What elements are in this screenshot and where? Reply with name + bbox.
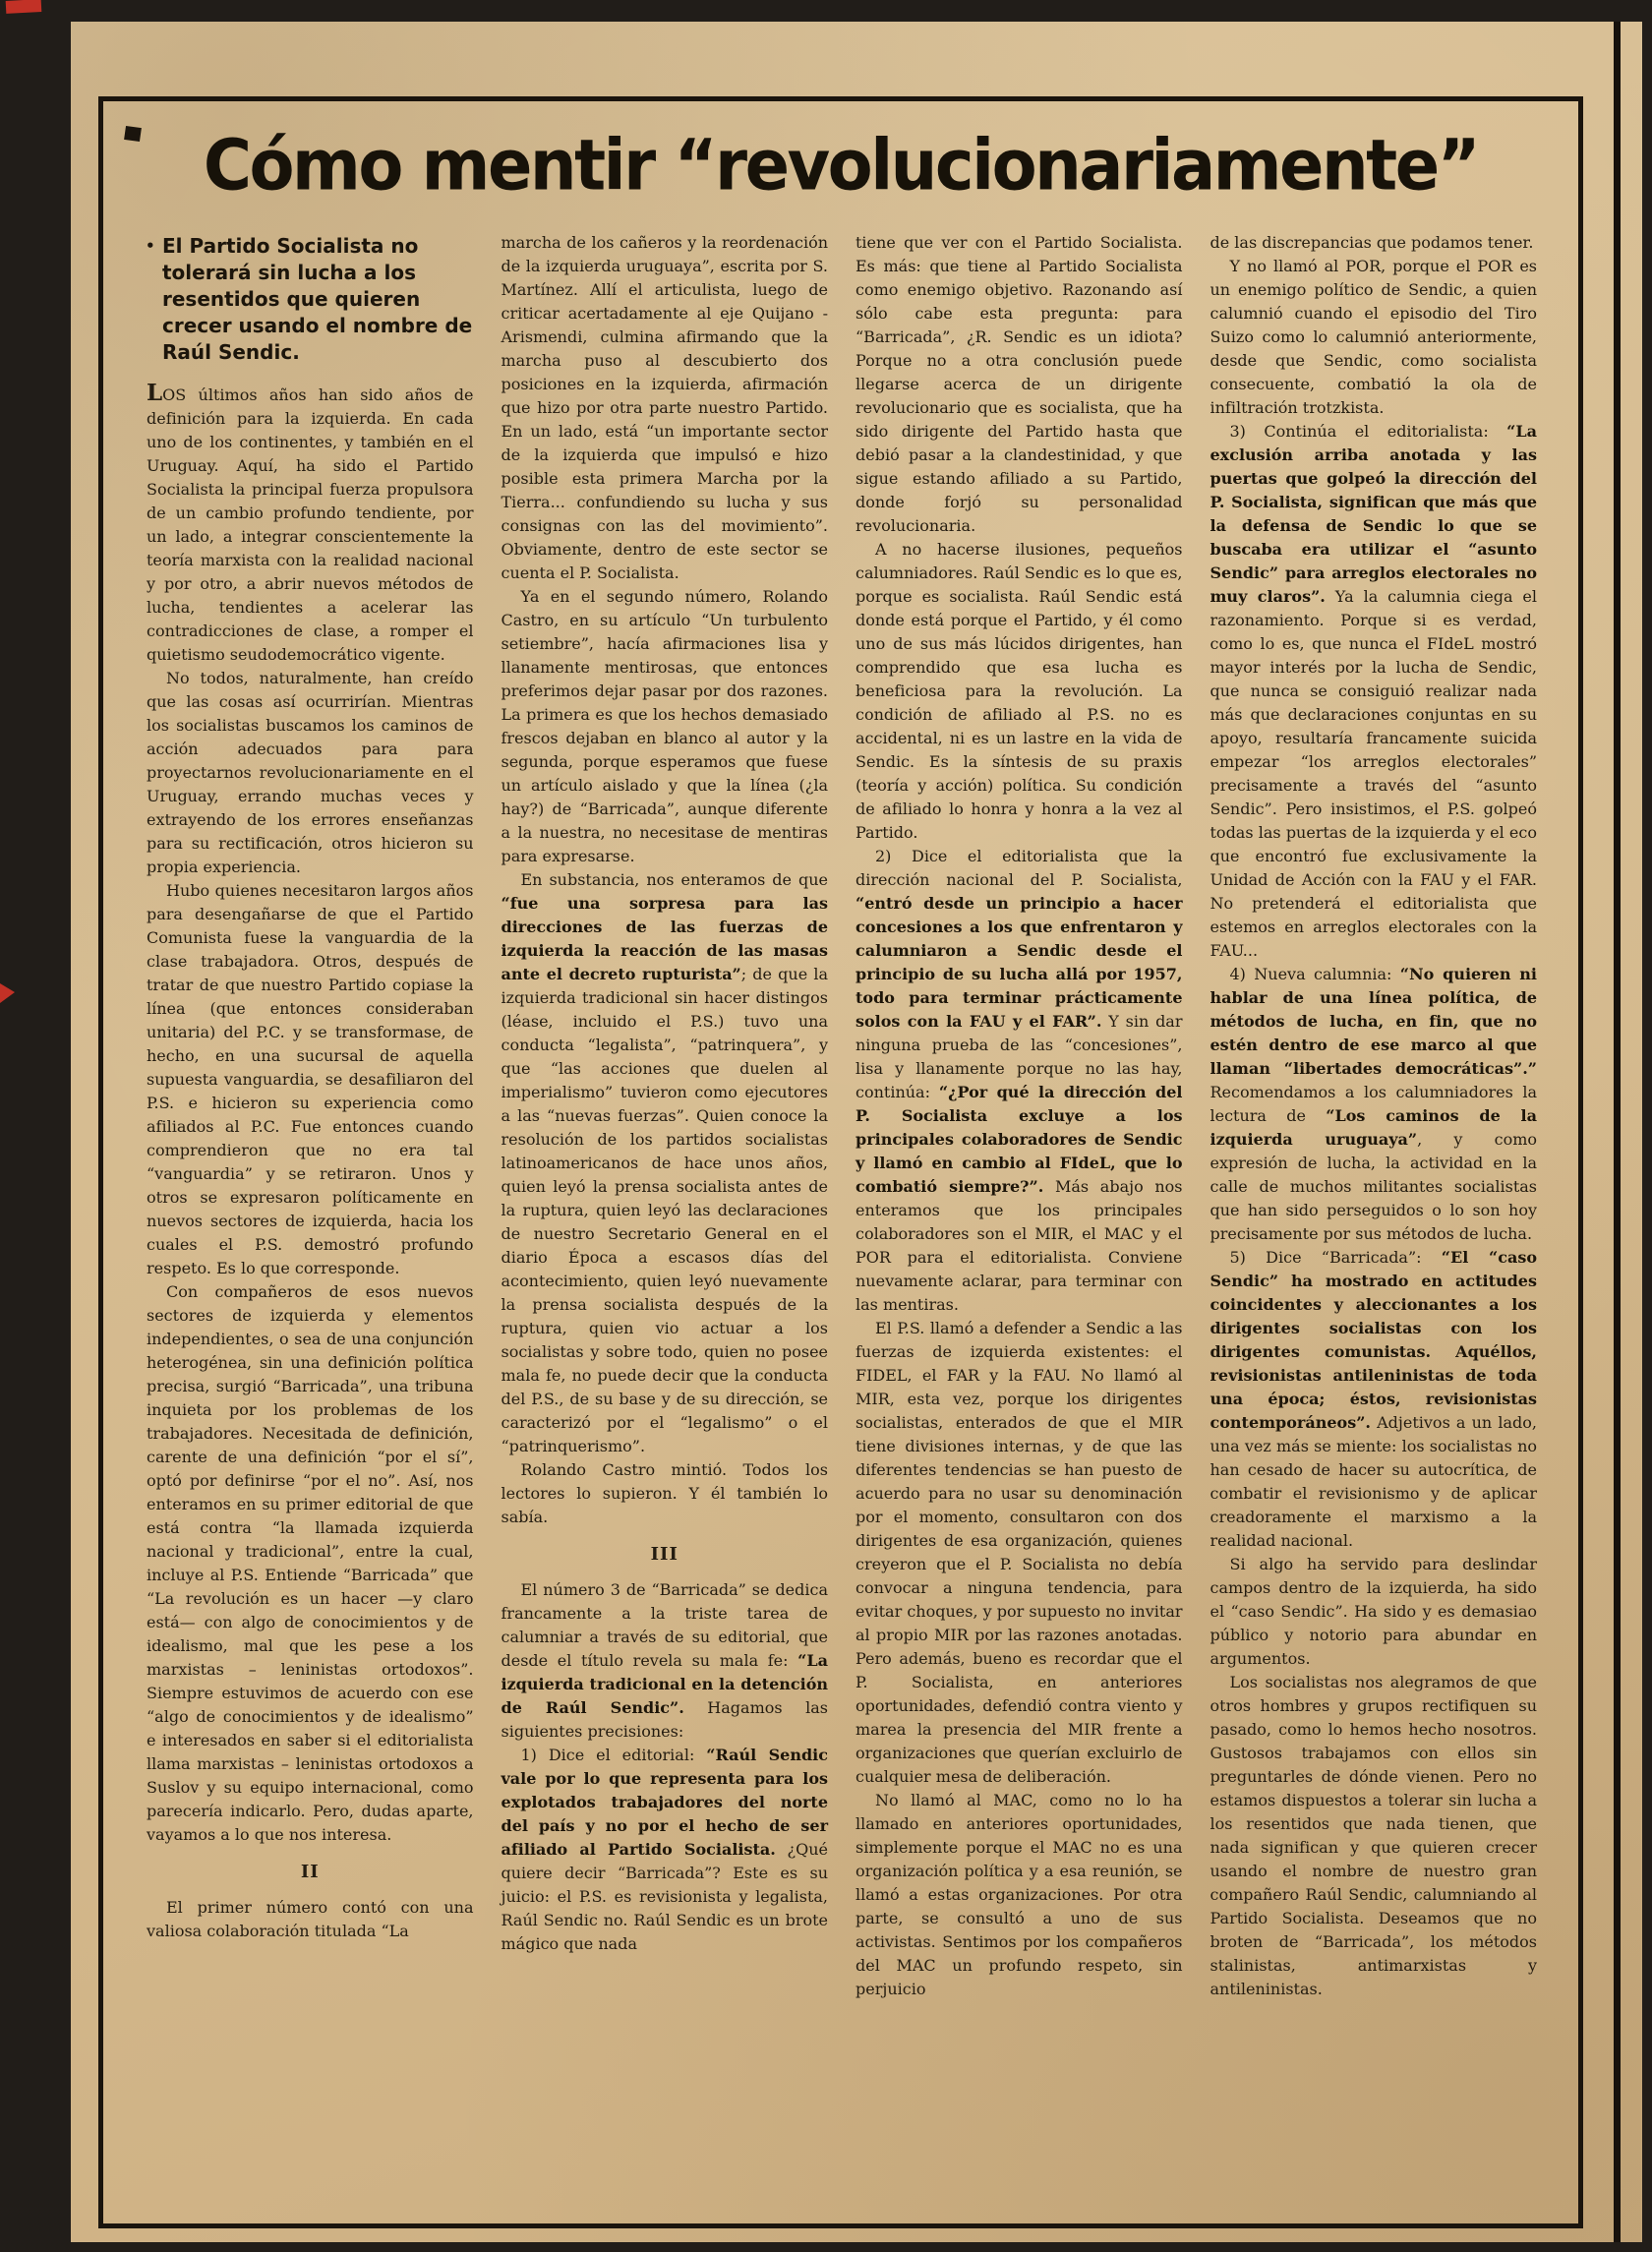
article-paragraph: Y no llamó al POR, porque el POR es un enemigo político de Sendic, a quien calumnió cuando el episodio del Tiro Suizo como lo calumnió anteriormente, desde que Sendic, como socialista consecuente, combatió la ola de infiltración trotzkista. [1210, 257, 1537, 417]
newspaper-page [71, 22, 1642, 2242]
article-headline: Cómo mentir “revolucionariamente” [203, 124, 1479, 207]
article-paragraph: Con compañeros de esos nuevos sectores de izquierda y elementos independientes, o sea de una conjunción heterogénea, sin una definición política precisa, surgió “Barricada”, una tribuna inquieta por los problemas de los trabajadores. Necesitada de definición, carente de una definición “por el sí”, optó por definirse “por el no”. Así, nos enteramos en su primer editorial de que está contra “la llamada izquierda nacional y tradicional”, entre la cual, incluye al P.S. Entiende “Barricada” que “La revolución es un hacer —y claro está— con algo de conocimientos y de idealismo, mal que les pese a los marxistas – leninistas ortodoxos”. Siempre estuvimos de acuerdo con ese “algo de conocimientos y de idealismo” e interesados en saber si el editorialista llama marxistas – leninistas ortodoxos a Suslov y su equipo internacional, como parecería indicarlo. Pero, dudas aparte, vayamos a lo que nos interesa. [147, 1282, 474, 1844]
article-column-1 [147, 231, 474, 2001]
article-paragraph: de las discrepancias que podamos tener. [1210, 233, 1534, 252]
article-column-2 [502, 231, 829, 2001]
article-frame [98, 96, 1583, 2228]
article-columns [103, 209, 1578, 2025]
red-mark-top [6, 0, 42, 14]
article-paragraph: 2) Dice el editorialista que la dirección nacional del P. Socialista, “entró desde un principio a hacer concesiones a los que enfrentaron y calumniaron a Sendic desde el principio de su lucha allá por 1957, todo para terminar prácticamente solos con la FAU y el FAR”. Y sin dar ninguna prueba de las “concesiones”, lisa y llanamente porque no las hay, continúa: “¿Por qué la dirección del P. Socialista excluye a los principales colaboradores de Sendic y llamó en cambio al FIdeL, que lo combatió siempre?”. Más abajo nos enteramos que los principales colaboradores son el MIR, el MAC y el POR para el editorialista. Conviene nuevamente aclarar, para terminar con las mentiras. [856, 847, 1183, 1314]
article-lead: • El Partido Socialista no tolerará sin lucha a los resentidos que quieren crecer usando el nombre de Raúl Sendic. [162, 233, 474, 366]
article-paragraph: Rolando Castro mintió. Todos los lectores lo supieron. Y él también lo sabía. [501, 1460, 828, 1526]
article-paragraph: tiene que ver con el Partido Socialista. Es más: que tiene al Partido Socialista como enemigo objetivo. Razonando así sólo cabe esta pregunta: para “Barricada”, ¿R. Sendic es un idiota? Porque no a otra conclusión puede llegarse acerca de un dirigente revolucionario que es socialista, que ha sido dirigente del Partido hasta que debió pasar a la clandestinidad, y que sigue estando afiliado a su Partido, donde forjó su personalidad revolucionaria. [856, 233, 1183, 535]
article-paragraph: 1) Dice el editorial: “Raúl Sendic vale por lo que representa para los explotados trabajadores del norte del país y no por el hecho de ser afiliado al Partido Socialista. ¿Qué quiere decir “Barricada”? Este es su juicio: el P.S. es revisionista y legalista, Raúl Sendic no. Raúl Sendic es un brote mágico que nada [501, 1746, 829, 1953]
article-paragraph: 3) Continúa el editorialista: “La exclusión arriba anotada y las puertas que golpeó la dirección del P. Socialista, significan que más que la defensa de Sendic lo que se buscaba era utilizar el “asunto Sendic” para arreglos electorales no muy claros”. Ya la calumnia ciega el razonamiento. Porque si es verdad, como lo es, que nunca el FIdeL mostró mayor interés por la lucha de Sendic, que nunca se consiguió realizar nada más que declaraciones conjuntas en su apoyo, resultaría francamente suicida empezar “los arreglos electorales” precisamente a través del “asunto Sendic”. Pero insistimos, el P.S. golpeó todas las puertas de la izquierda y el eco que encontró fue exclusivamente la Unidad de Acción con la FAU y el FAR. No pretenderá el editorialista que estemos en arreglos electorales con la FAU... [1210, 422, 1538, 960]
section-heading: II [300, 1862, 320, 1882]
article-paragraph: marcha de los cañeros y la reordenación de la izquierda uruguaya”, escrita por S. Martínez. Allí el articulista, luego de criticar acertadamente al eje Quijano - Arismendi, culmina afirmando que la marcha puso al descubierto dos posiciones en la izquierda, afirmación que hizo por otra parte nuestro Partido. En un lado, está “un importante sector de la izquierda que impulsó e hizo posible esta primera Marcha por la Tierra... confundiendo su lucha y sus consignas con las del movimiento”. Obviamente, dentro de este sector se cuenta el P. Socialista. [501, 233, 828, 582]
article-paragraph: Los socialistas nos alegramos de que otros hombres y grupos rectifiquen su pasado, como lo hemos hecho nosotros. Gustosos trabajamos con ellos sin preguntarles de dónde vienen. Pero no estamos dispuestos a tolerar sin lucha a los resentidos que nada tienen, que nada significan y que quieren crecer usando el nombre de nuestro gran compañero Raúl Sendic, calumniando al Partido Socialista. Deseamos que no broten de “Barricada”, los métodos stalinistas, antimarxistas y antileninistas. [1210, 1673, 1537, 1998]
article-paragraph: El P.S. llamó a defender a Sendic a las fuerzas de izquierda existentes: el FIDEL, el FAR y la FAU. No llamó al MIR, esta vez, porque los dirigentes socialistas, enterados de que el MIR tiene divisiones internas, y de que las diferentes tendencias se han puesto de acuerdo para no usar su denominación por el momento, consultaron con dos dirigentes de esa organización, quienes creyeron que el P. Socialista no debía convocar a ninguna tendencia, para evitar choques, y por supuesto no invitar al propio MIR por las razones anotadas. Pero además, bueno es recordar que el P. Socialista, en anteriores oportunidades, defendió contra viento y marea la presencia del MIR frente a organizaciones que querían excluirlo de cualquier mesa de deliberación. [856, 1319, 1183, 1786]
article-paragraph: Hubo quienes necesitaron largos años para desengañarse de que el Partido Comunista fuese la vanguardia de la clase trabajadora. Otros, después de tratar de que nuestro Partido copiase la línea (que entonces consideraban unitaria) del P.C. y se transformase, de hecho, en una sucursal de aquella supuesta vanguardia, se desafiliaron del P.S. e hicieron su experiencia como afiliados al P.C. Fue entonces cuando comprendieron que no era tal “vanguardia” y se retiraron. Unos y otros se expresaron políticamente en nuevos sectores de izquierda, hacia los cuales el P.S. demostró profundo respeto. Es lo que corresponde. [147, 881, 474, 1277]
article-paragraph: En substancia, nos enteramos de que “fue una sorpresa para las direcciones de las fuerzas de izquierda la reacción de las masas ante el decreto rupturista”; de que la izquierda tradicional sin hacer distingos (léase, incluido el P.S.) tuvo una conducta “legalista”, “patrinquera”, y que “las acciones que duelen al imperialismo” tuvieron como ejecutores a las “nuevas fuerzas”. Quien conoce la resolución de los partidos socialistas latinoamericanos de hace unos años, quien leyó la prensa socialista antes de la ruptura, quien leyó las declaraciones de nuestro Secretario General en el diario Época a escasos días del acontecimiento, quien leyó nuevamente la prensa socialista después de la ruptura, quien vio actuar a los socialistas y sobre todo, quien no posee mala fe, no puede decir que la conducta del P.S., de su base y de su dirección, se caracterizó por el “legalismo” o el “patrinquerismo”. [501, 870, 828, 1455]
article-column-3 [856, 231, 1183, 2001]
article-paragraph: No todos, naturalmente, han creído que las cosas así ocurrirían. Mientras los socialistas buscamos los caminos de acción adecuados para para proyectarnos revolucionariamente en el Uruguay, errando muchas veces y extrayendo de los errores enseñanzas para su rectificación, otros hicieron su propia experiencia. [147, 669, 474, 876]
page-edge-line [1614, 22, 1621, 2242]
article-column-4 [1210, 231, 1538, 2001]
article-paragraph: 5) Dice “Barricada”: “El “caso Sendic” ha mostrado en actitudes coincidentes y aleccionantes a los dirigentes socialistas con los dirigentes comunistas. Aquéllos, revisionistas antileninistas de toda una época; éstos, revisionistas contemporáneos”. Adjetivos a un lado, una vez más se miente: los socialistas no han cesado de hacer su autocrítica, de combatir el revisionismo y de aplicar creadoramente el marxismo a la realidad nacional. [1210, 1248, 1537, 1550]
section-heading: III [650, 1544, 678, 1565]
article-paragraph: 4) Nueva calumnia: “No quieren ni hablar de una línea política, de métodos de lucha, en fin, que no estén dentro de ese marco al que llaman “libertades democráticas”.” Recomendamos a los calumniadores la lectura de “Los caminos de la izquierda uruguaya”, y como expresión de lucha, la actividad en la calle de muchos militantes socialistas que han sido perseguidos o lo son hoy precisamente por sus métodos de lucha. [1210, 965, 1538, 1243]
article-paragraph: El primer número contó con una valiosa colaboración titulada “La [147, 1898, 474, 1940]
article-paragraph: El número 3 de “Barricada” se dedica francamente a la triste tarea de calumniar a través de su editorial, que desde el título revela su mala fe: “La izquierda tradicional en la detención de Raúl Sendic”. Hagamos las siguientes precisiones: [501, 1580, 828, 1741]
article-paragraph: No llamó al MAC, como no lo ha llamado en anteriores oportunidades, simplemente porque el MAC no es una organización política y a esa reunión, se llamó a estas organizaciones. Por otra parte, se consultó a uno de sus activistas. Sentimos por los compañeros del MAC un profundo respeto, sin perjuicio [856, 1791, 1183, 1998]
article-paragraph: LOS últimos años han sido años de definición para la izquierda. En cada uno de los continentes, y también en el Uruguay. Aquí, ha sido el Partido Socialista la principal fuerza propulsora de un cambio profundo tendiente, por un lado, a integrar conscientemente la teoría marxista con la realidad nacional y por otro, a abrir nuevos métodos de lucha, tendientes a acelerar las contradicciones de clase, a romper el quietismo seudodemocrático vigente. [147, 380, 474, 664]
article-paragraph: Si algo ha servido para deslindar campos dentro de la izquierda, ha sido el “caso Sendic”. Ha sido y es demasiao público y notorio para abundar en argumentos. [1210, 1555, 1537, 1668]
red-mark-left [0, 983, 15, 1003]
article-paragraph: A no hacerse ilusiones, pequeños calumniadores. Raúl Sendic es lo que es, porque es socialista. Raúl Sendic está donde está porque el Partido, y él como uno de sus más lúcidos dirigentes, han comprendido que esa lucha es beneficiosa para la revolución. La condición de afiliado al P.S. no es accidental, ni es un lastre en la vida de Sendic. Es la síntesis de su praxis (teoría y acción) política. Su condición de afiliado lo honra y honra a la vez al Partido. [856, 540, 1183, 842]
article-paragraph: Ya en el segundo número, Rolando Castro, en su artículo “Un turbulento setiembre”, hacía afirmaciones lisa y llanamente mentirosas, que entonces preferimos dejar pasar por dos razones. La primera es que los hechos demasiado frescos dejaban en blanco al autor y la segunda, porque esperamos que fuese un artículo aislado y que la línea (¿la hay?) de “Barricada”, aunque diferente a la nuestra, no necesitase de mentiras para expresarse. [501, 587, 828, 865]
